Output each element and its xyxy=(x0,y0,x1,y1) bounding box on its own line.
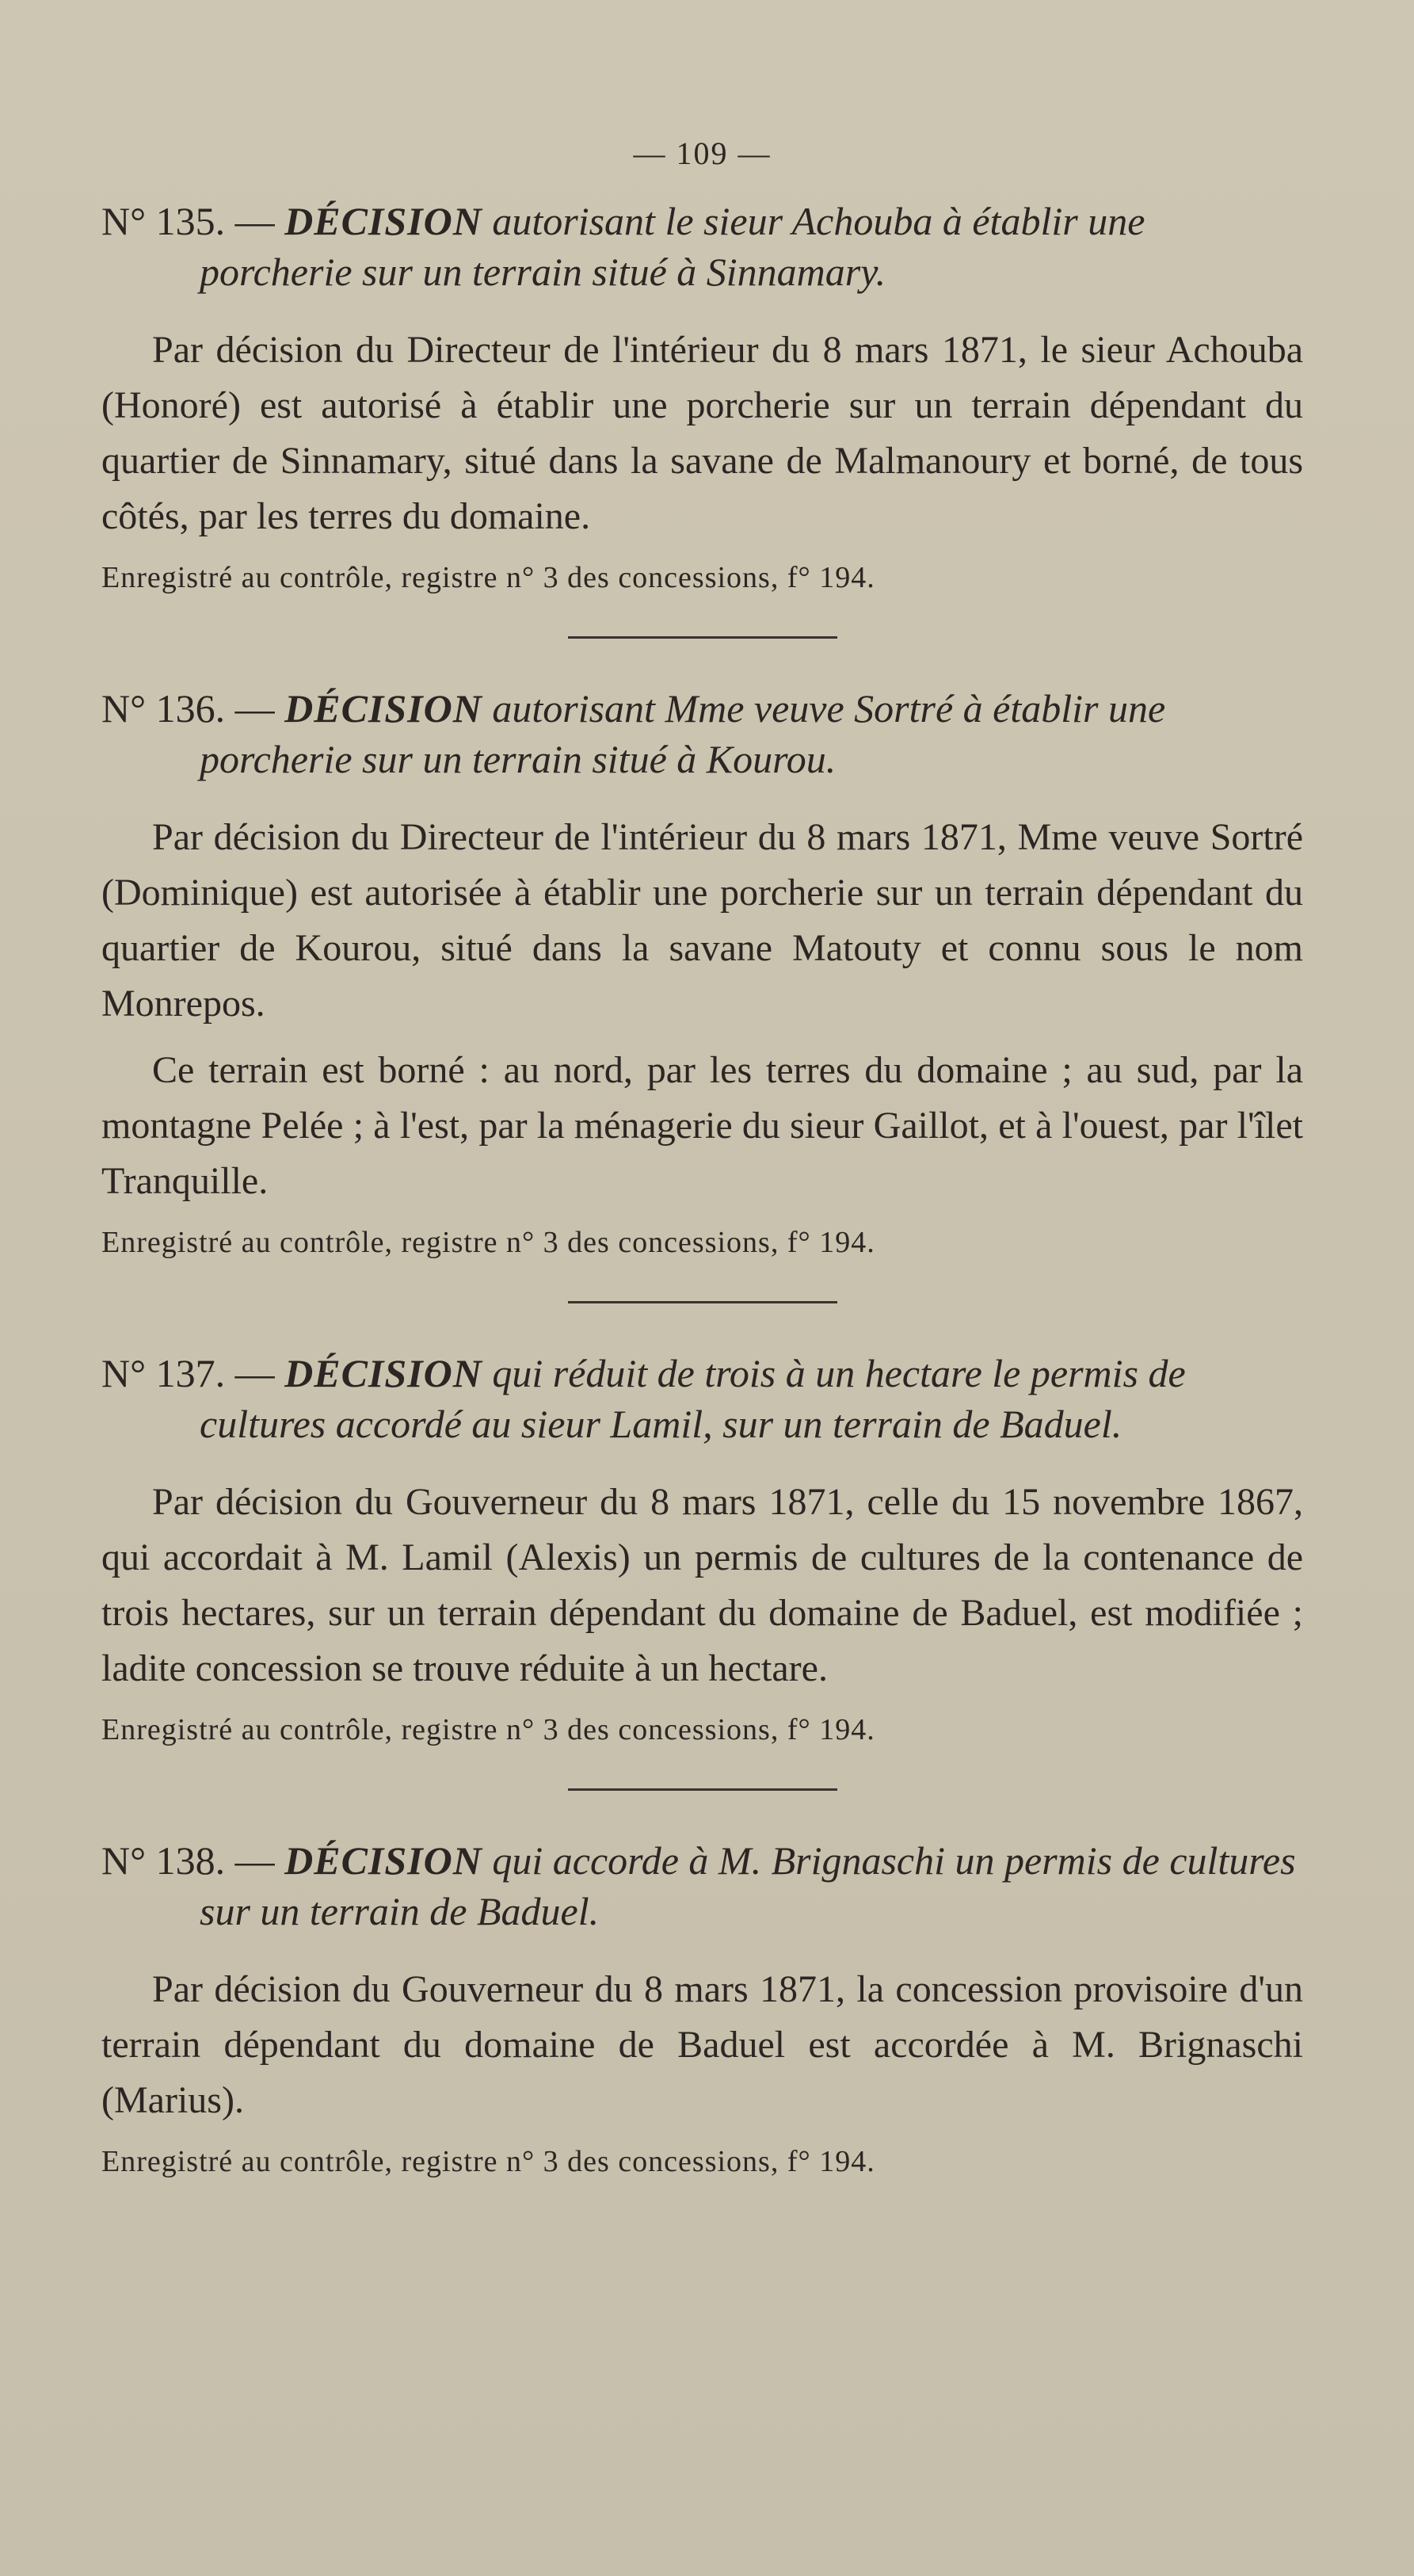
entry-title: DÉCISION xyxy=(284,1351,482,1395)
entry-number: N° 136. xyxy=(101,686,226,731)
entry-heading-text: qui réduit de trois à un hectare le permis de cultures accordé au sieur Lamil, sur un terrain de Baduel. xyxy=(200,1351,1186,1446)
entry-heading xyxy=(101,196,1303,297)
separator-rule xyxy=(568,1788,837,1791)
entry-title: DÉCISION xyxy=(284,199,482,243)
entry-heading-text: qui accorde à M. Brignaschi un permis de cultures sur un terrain de Baduel. xyxy=(200,1838,1296,1933)
entry-paragraph: Par décision du Gouverneur du 8 mars 1871, celle du 15 novembre 1867, qui accordait à M. Lamil (Alexis) un permis de cultures de la contenance de trois hectares, sur un terrain dépendant du domaine de Baduel, est modifiée ; ladite concession se trouve réduite à un hectare. xyxy=(101,1481,1303,1689)
entry-title: DÉCISION xyxy=(284,1838,482,1883)
entry-heading xyxy=(101,683,1303,784)
entry-paragraph: Ce terrain est borné : au nord, par les terres du domaine ; au sud, par la montagne Pelée ; à l'est, par la ménagerie du sieur Gaillot, et à l'ouest, par l'îlet Tranquille. xyxy=(101,1049,1303,1202)
heading-dash: — xyxy=(234,1838,275,1883)
decision-entry-138 xyxy=(101,1835,1303,2184)
heading-dash: — xyxy=(234,199,275,243)
entry-title: DÉCISION xyxy=(284,686,482,731)
heading-dash: — xyxy=(234,1351,275,1395)
entry-heading-text: autorisant le sieur Achouba à établir une porcherie sur un terrain situé à Sinnamary. xyxy=(200,199,1145,294)
registry-note: Enregistré au contrôle, registre n° 3 des concessions, f° 194. xyxy=(101,561,875,594)
entry-heading-text: autorisant Mme veuve Sortré à établir une porcherie sur un terrain situé à Kourou. xyxy=(200,686,1166,781)
entry-heading xyxy=(101,1348,1303,1449)
entry-number: N° 138. xyxy=(101,1838,226,1883)
entry-paragraph: Par décision du Directeur de l'intérieur du 8 mars 1871, Mme veuve Sortré (Dominique) est autorisée à établir une porcherie sur un terrain dépendant du quartier de Kourou, situé dans la savane Matouty et connu sous le nom Monrepos. xyxy=(101,816,1303,1025)
entry-number: N° 137. xyxy=(101,1351,226,1395)
registry-note: Enregistré au contrôle, registre n° 3 des concessions, f° 194. xyxy=(101,2145,875,2178)
page-number: — 109 — xyxy=(633,135,772,171)
registry-note: Enregistré au contrôle, registre n° 3 des concessions, f° 194. xyxy=(101,1713,875,1746)
entry-number: N° 135. xyxy=(101,199,226,243)
heading-dash: — xyxy=(234,686,275,731)
separator-rule xyxy=(568,1301,837,1303)
decision-entry-136 xyxy=(101,683,1303,1265)
decision-entry-137 xyxy=(101,1348,1303,1752)
entry-paragraph: Par décision du Gouverneur du 8 mars 1871, la concession provisoire d'un terrain dépendant du domaine de Baduel est accordée à M. Brignaschi (Marius). xyxy=(101,1968,1303,2121)
entry-heading xyxy=(101,1835,1303,1937)
entry-paragraph: Par décision du Directeur de l'intérieur du 8 mars 1871, le sieur Achouba (Honoré) est autorisé à établir une porcherie sur un terrain dépendant du quartier de Sinnamary, situé dans la savane de Malmanoury et borné, de tous côtés, par les terres du domaine. xyxy=(101,329,1303,537)
separator-rule xyxy=(568,636,837,639)
decision-entry-135 xyxy=(101,196,1303,600)
registry-note: Enregistré au contrôle, registre n° 3 des concessions, f° 194. xyxy=(101,1226,875,1259)
